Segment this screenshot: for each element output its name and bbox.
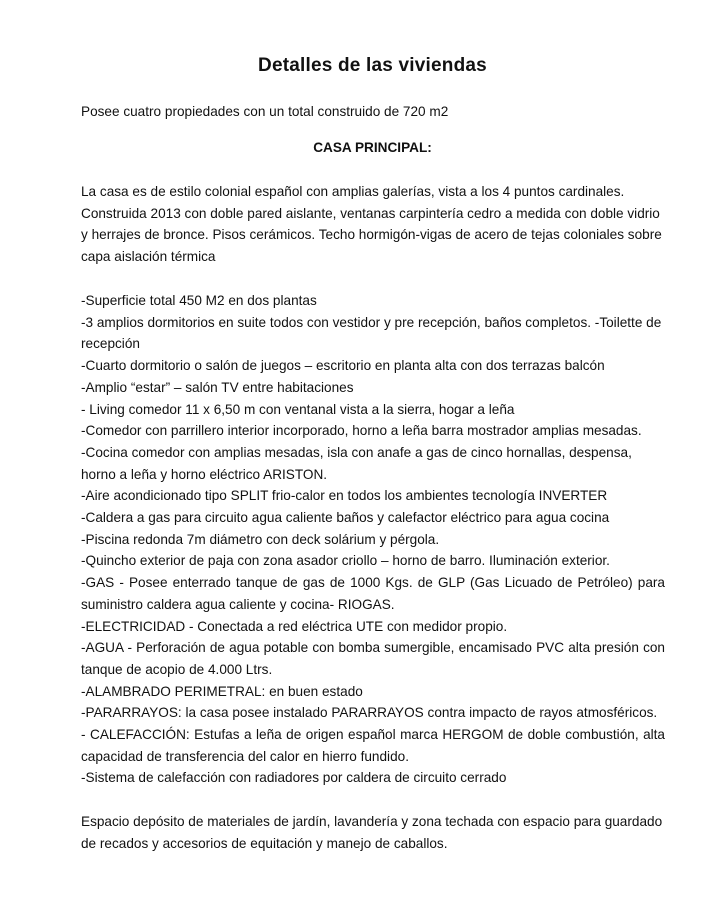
- feature-item: -AGUA - Perforación de agua potable con bomba sumergible, encamisado PVC alta presión con tanque de acopio de 4.000 Ltrs.: [81, 640, 665, 677]
- feature-item: -GAS - Posee enterrado tanque de gas de 1000 Kgs. de GLP (Gas Licuado de Petróleo) para suministro caldera agua caliente y cocina- RIOGAS.: [81, 575, 665, 612]
- description-paragraph: La casa es de estilo colonial español con amplias galerías, vista a los 4 puntos cardinales. Construida 2013 con doble pared aislante, ventanas carpintería cedro a medida con doble vidrio y herrajes de bronce. Pisos cerámicos. Techo hormigón-vigas de acero de tejas coloniales sobre capa aislación térmica: [81, 184, 662, 265]
- feature-item: -Quincho exterior de paja con zona asador criollo – horno de barro. Iluminación exterior.: [81, 553, 610, 569]
- feature-item: -Piscina redonda 7m diámetro con deck solárium y pérgola.: [81, 531, 440, 547]
- closing-paragraph: Espacio depósito de materiales de jardín, lavandería y zona techada con espacio para guardado de recados y accesorios de equitación y manejo de caballos.: [81, 814, 663, 851]
- feature-item: -Cocina comedor con amplias mesadas, isla con anafe a gas de cinco hornallas, despensa, horno a leña y horno eléctrico ARISTON.: [81, 444, 632, 482]
- feature-item: -Cuarto dormitorio o salón de juegos – escritorio en planta alta con dos terrazas balcón: [81, 358, 605, 374]
- feature-item: -Sistema de calefacción con radiadores por caldera de circuito cerrado: [81, 770, 507, 786]
- feature-item: -ELECTRICIDAD - Conectada a red eléctrica UTE con medidor propio.: [81, 618, 508, 634]
- feature-item: -ALAMBRADO PERIMETRAL: en buen estado: [81, 683, 363, 699]
- feature-item: -Comedor con parrillero interior incorporado, horno a leña barra mostrador amplias mesadas.: [81, 423, 642, 439]
- section-heading: CASA PRINCIPAL:: [313, 140, 432, 155]
- feature-item: -Caldera a gas para circuito agua caliente baños y calefactor eléctrico para agua cocina: [81, 510, 610, 526]
- feature-item: -Superficie total 450 M2 en dos plantas: [81, 293, 317, 308]
- feature-item: -PARARRAYOS: la casa posee instalado PARARRAYOS contra impacto de rayos atmosféricos.: [81, 705, 658, 721]
- feature-item: - CALEFACCIÓN: Estufas a leña de origen español marca HERGOM de doble combustión, alta capacidad de transferencia del calor en hierro fundido.: [81, 727, 665, 764]
- feature-item: -3 amplios dormitorios en suite todos con vestidor y pre recepción, baños completos. -Toilette de recepción: [81, 314, 662, 352]
- feature-item: -Amplio “estar” – salón TV entre habitaciones: [81, 379, 354, 395]
- features-list: [81, 290, 665, 789]
- feature-item: -Aire acondicionado tipo SPLIT frio-calor en todos los ambientes tecnología INVERTER: [81, 488, 608, 504]
- feature-item: - Living comedor 11 x 6,50 m con ventanal vista a la sierra, hogar a leña: [81, 401, 515, 417]
- intro-paragraph: Posee cuatro propiedades con un total construido de 720 m2: [81, 104, 449, 119]
- page-title: Detalles de las viviendas: [258, 55, 487, 76]
